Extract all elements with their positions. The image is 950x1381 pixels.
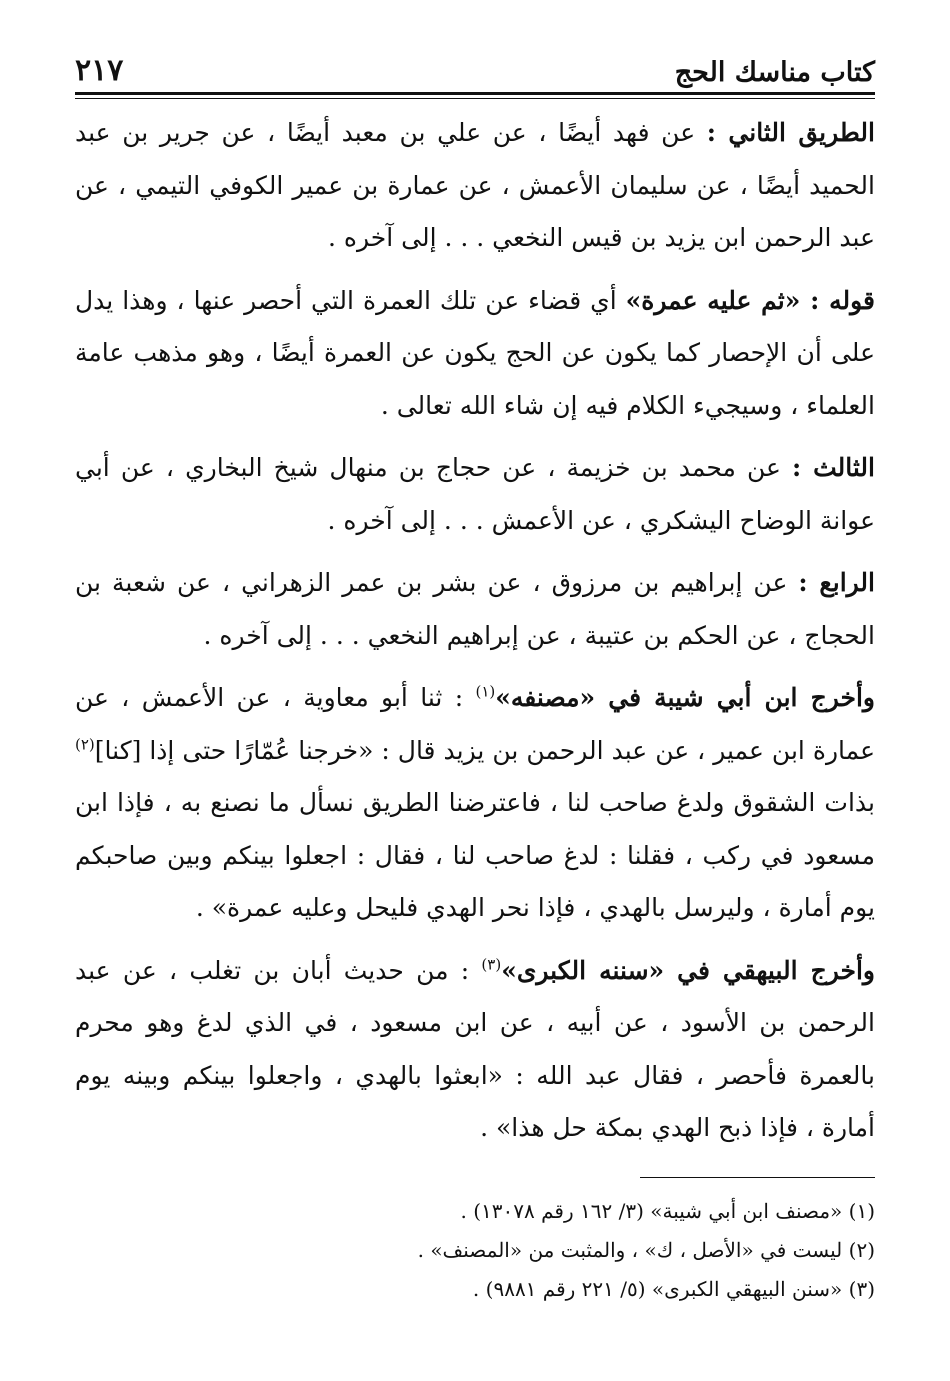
paragraph-text: أي قضاء عن تلك العمرة التي أحصر عنها ، وهذا يدل على أن الإحصار كما يكون عن الحج يكون عن العمرة أيضًا ، وهو مذهب عامة العلماء ، وسيجيء الكلام فيه إن شاء الله تعالى . [75,285,875,420]
paragraph-lead: الثالث : [792,453,875,482]
header-rule-thin [75,98,875,99]
footnote-1: (١) «مصنف ابن أبي شيبة» (٣/ ١٦٢ رقم ١٣٠٧٨) . [460,1198,875,1223]
footnote-separator [640,1177,875,1178]
page-number: ٢١٧ [75,53,124,88]
header-rule-thick [75,92,875,95]
paragraph-lead: وأخرج البيهقي في «سننه الكبرى» [501,955,875,985]
paragraph-bayhaqi [75,945,875,1155]
footnote-2: (٢) ليست في «الأصل ، ك» ، والمثبت من «المصنف» . [417,1237,875,1262]
chapter-title: كتاب مناسك الحج [674,57,875,88]
paragraph-ibn-abi-shayba [75,672,875,935]
footnote-ref: (٣) [481,955,502,974]
footnote-3: (٣) «سنن البيهقي الكبرى» (٥/ ٢٢١ رقم ٩٨٨١) . [472,1276,875,1301]
paragraph-text: : من حديث أبان بن تغلب ، عن عبد الرحمن بن الأسود ، عن أبيه ، عن ابن مسعود ، في الذي لدغ وهو محرم بالعمرة فأحصر ، فقال عبد الله : «ابعثوا بالهدي ، واجعلوا بينكم وبينه يوم أمارة ، فإذا ذبح الهدي بمكة حل هذا» . [75,955,875,1142]
paragraph-text: عن إبراهيم بن مرزوق ، عن بشر بن عمر الزهراني ، عن شعبة بن الحجاج ، عن الحكم بن عتيبة ، عن إبراهيم النخعي . . . إلى آخره . [75,568,875,650]
running-header [75,40,875,86]
paragraph-commentary [75,275,875,433]
book-page [75,40,875,1309]
paragraph-lead: وأخرج ابن أبي شيبة في «مصنفه» [495,683,875,712]
paragraph-text: بذات الشقوق ولدغ صاحب لنا ، فاعترضنا الطريق نسأل ما نصنع به ، فإذا ابن مسعود في ركب ، فقلنا : لدغ صاحب لنا ، فقال : اجعلوا بينكم وبين صاحبكم يوم أمارة ، وليرسل بالهدي ، فإذا نحر الهدي فليحل وعليه عمرة» . [75,788,875,922]
paragraph-lead: الرابع : [798,568,875,597]
footnote-ref: (٢) [75,735,95,754]
paragraph-second-route [75,107,875,265]
paragraph-fourth-route [75,557,875,662]
paragraph-text: : ثنا أبو معاوية ، عن الأعمش ، عن عمارة ابن عمير ، عن عبد الرحمن بن يزيد قال : «خرجنا عُمّارًا حتى إذا [كنا] [75,683,875,765]
footnotes [75,1192,875,1309]
paragraph-text: عن محمد بن خزيمة ، عن حجاج بن منهال شيخ البخاري ، عن أبي عوانة الوضاح اليشكري ، عن الأعمش . . . إلى آخره . [75,453,875,535]
paragraph-text: عن فهد أيضًا ، عن علي بن معبد أيضًا ، عن جرير بن عبد الحميد أيضًا ، عن سليمان الأعمش ، عن عمارة بن عمير الكوفي التيمي ، عن عبد الرحمن ابن يزيد بن قيس النخعي . . . إلى آخره . [75,118,875,252]
paragraph-third-route [75,442,875,547]
main-text [75,107,875,1155]
footnote-ref: (١) [475,682,496,701]
paragraph-lead: الطريق الثاني : [706,118,875,147]
paragraph-lead: قوله : «ثم عليه عمرة» [625,285,875,315]
